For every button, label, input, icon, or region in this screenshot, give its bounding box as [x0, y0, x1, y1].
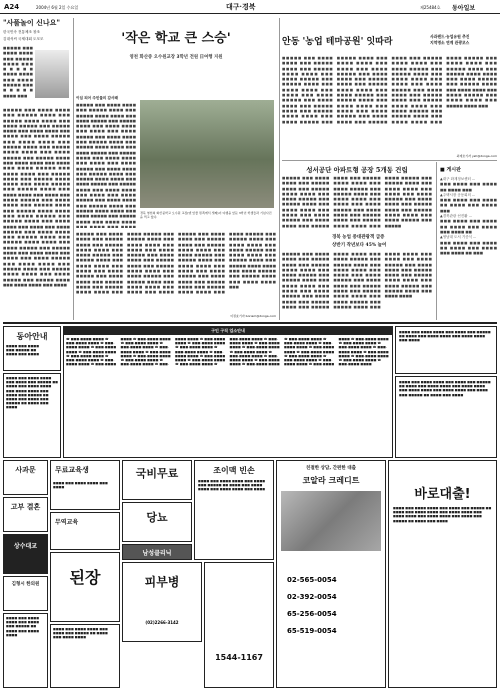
men-ad	[194, 460, 274, 560]
loan-ad	[388, 460, 497, 688]
ad-text: ■■■■ ■■■ ■■■■ ■■■■ ■■■ ■■■■ ■■■ ■■■■■ ■■ ■■■■ ■■■ ■■■■ ■■■■ ■■■ ■■■■ ■■■■ ■■■ ■■■■	[399, 330, 491, 343]
notice-icon: ■	[440, 167, 447, 173]
left-title: "사풀놀이 신나요"	[3, 18, 61, 27]
right-article	[282, 18, 497, 158]
thanks-ad	[3, 460, 48, 495]
left-column	[3, 18, 70, 320]
education-ad	[50, 460, 120, 510]
right-subtitle-2: 지역명소 연계 관광코스	[430, 40, 470, 45]
skin-ad-title: 피부병	[144, 575, 180, 589]
right-ad-1	[395, 326, 497, 374]
credit-phone-4: 65-519-0054	[287, 627, 337, 635]
thanks-ad-title: 사과문	[15, 466, 36, 474]
phone-number-ad-title: 1544-1167	[215, 653, 263, 662]
right-ad-2	[395, 376, 497, 458]
paper-name: 동아일보	[452, 5, 476, 12]
right-subtitle-1: 사과랜드·농업유원 추진	[430, 34, 470, 39]
notice-body: ■■■ ■■■■ ■■■ ■■■■ ■■ ■■■■ ■■■ ■■■■ ■■■ ■■■■ ■■	[440, 219, 497, 234]
skin-phone: (02)2266-3142	[145, 620, 179, 625]
right-body: ■■■■■ ■■■ ■■■■ ■■■■ ■■■ ■■■■■ ■■■■ ■■■ ■■■■■ ■■■■ ■■■■ ■■■ ■■■■ ■■■■■ ■■■ ■■■■■ ■■■■ ■■■ ■■■■ ■■■■ ■■■ ■■■■ ■■■ ■■■■ ■■■■■ ■■■ ■■■■ ■■■■ ■■■ ■■■■■ ■■■■ ■■■ ■■■■■ ■■■■ ■■■■ ■■■ ■■■■ ■■■■■ ■■■ ■■■■■ ■■■■ ■■■ ■■■■ ■■■■ ■■■ ■■■■ ■■■ ■■■■ ■■■■■ ■■■ ■■■■ ■■■■ ■■■ ■■■■■ ■■■■ ■■■ ■■■■■ ■■■■ ■■■■ ■■■ ■■■■ ■■■■■ ■■■ ■■■■■ ■■■■ ■■■ ■■■■ ■■■■ ■■■ ■■■■ ■■■ ■■■■ ■■■■■ ■■■ ■■■■ ■■■■ ■■■ ■■■■■ ■■■■ ■■■ ■■■■■ ■■■■ ■■■■ ■■■ ■■■■ ■■■■■ ■■■ ■■■■■ ■■■■ ■■■ ■■■■ ■■■■ ■■■ ■■■■ ■■■ ■■■■ ■■■■■ ■■■ ■■■■ ■■■■ ■■■ ■■■■■ ■■■■ ■■■ ■■■■■ ■■■■ ■■■■ ■■■ ■■■■ ■■■■■ ■■■ ■■■■■ ■■■■ ■■■ ■■■■ ■■■■ ■■■ ■■■■ ■■■■■ ■■■ ■■■■ ■■■■ ■■■ ■■■■■ ■■■■ ■■■ ■■■■■ ■■■■ ■■■■ ■■■ ■■■■ ■■■■■ ■■■ ■■■■■ ■■■■ ■■■ ■■■■ ■■■■ ■■■ ■■■■ ■■■■■ ■■■ ■■■■ ■■■■ ■■■ ■■■■■ ■■■■ ■■■	[282, 56, 497, 124]
notice-board	[436, 162, 497, 320]
gukbi-ad	[122, 460, 192, 500]
trade-ad-title: 무역교육	[55, 519, 79, 526]
namseong-ad	[122, 544, 192, 560]
page-header	[0, 0, 500, 14]
ad-text: ■■■■ ■■■ ■■■■ ■■■■ ■■■ ■■■■	[53, 481, 108, 490]
sign-ad	[50, 552, 120, 622]
notice-body: ■■■ ■■■■ ■■■ ■■■■ ■■ ■■■■ ■■■ ■■■■ ■■■	[440, 198, 497, 213]
mid-body-2: ■■■■■ ■■■ ■■■■ ■■■■ ■■■ ■■■■■ ■■■■ ■■■ ■■■■■ ■■■■ ■■■■ ■■■ ■■■■ ■■■■■ ■■■ ■■■■■ ■■■■ ■■■ ■■■■ ■■■■ ■■■ ■■■■ ■■■ ■■■■ ■■■■■ ■■■ ■■■■ ■■■■ ■■■ ■■■■■ ■■■■ ■■■ ■■■■■ ■■■■ ■■■■ ■■■ ■■■■ ■■■■■ ■■■ ■■■■■ ■■■■ ■■■ ■■■■ ■■■■ ■■■ ■■■■ ■■■ ■■■■ ■■■■■ ■■■ ■■■■ ■■■■ ■■■ ■■■■■ ■■■■ ■■■ ■■■■■ ■■■■ ■■■■ ■■■ ■■■■ ■■■■■ ■■■ ■■■■■ ■■■■ ■■■ ■■■■ ■■■■ ■■■ ■■■■ ■■■ ■■■■ ■■■■■ ■■■ ■■■■ ■■■■ ■■■ ■■■■■ ■■■■ ■■■ ■■■■■ ■■■■ ■■■■ ■■■ ■■■■ ■■■■■ ■■■ ■■■■■ ■■■■ ■■■ ■■■■ ■■■■	[282, 252, 432, 309]
namseong-ad-title: 남성클리닉	[142, 550, 172, 557]
bottom-left-ad	[3, 613, 48, 688]
kim-ad	[3, 576, 48, 611]
kim-ad-title: 김형시 한의원	[11, 582, 40, 587]
main-article	[76, 18, 276, 320]
left-sub1: 한국민속 전통체조 창조	[3, 30, 40, 34]
notice-item: ▲주택시장 공동회의 ...	[440, 192, 476, 197]
left-body-2: ■■■■■ ■■■ ■■■■ ■■■■ ■■■ ■■■■■ ■■■■ ■■■ ■■■■■ ■■■■ ■■■■ ■■■ ■■■■ ■■■■■ ■■■ ■■■■■ ■■■■ ■■■ ■■■■ ■■■■ ■■■ ■■■■ ■■■ ■■■■ ■■■■■ ■■■ ■■■■ ■■■■ ■■■ ■■■■■ ■■■■ ■■■ ■■■■■ ■■■■ ■■■■ ■■■ ■■■■ ■■■■■ ■■■ ■■■■■ ■■■■ ■■■ ■■■■ ■■■■ ■■■ ■■■■ ■■■ ■■■■ ■■■■■ ■■■ ■■■■ ■■■■ ■■■ ■■■■■ ■■■■ ■■■ ■■■■■ ■■■■ ■■■■ ■■■ ■■■■ ■■■■■ ■■■ ■■■■■ ■■■■ ■■■ ■■■■ ■■■■ ■■■ ■■■■ ■■■ ■■■■ ■■■■■ ■■■ ■■■■ ■■■■ ■■■ ■■■■■ ■■■■ ■■■ ■■■■■ ■■■■ ■■■■ ■■■ ■■■■ ■■■■■ ■■■ ■■■■■ ■■■■ ■■■ ■■■■ ■■■■ ■■■ ■■■■ ■■■ ■■■■ ■■■■■ ■■■ ■■■■ ■■■■ ■■■ ■■■■■ ■■■■ ■■■ ■■■■■ ■■■■ ■■■■ ■■■ ■■■■ ■■■■■ ■■■ ■■■■■ ■■■■ ■■■ ■■■■ ■■■■ ■■■ ■■■■ ■■■ ■■■■ ■■■■■ ■■■ ■■■■ ■■■■ ■■■ ■■■■■ ■■■■ ■■■ ■■■■■ ■■■■ ■■■■ ■■■ ■■■■ ■■■■■ ■■■ ■■■■■ ■■■■ ■■■ ■■■■ ■■■■ ■■■ ■■■■	[3, 108, 70, 287]
black-ad	[3, 534, 48, 574]
ad-text: ■■■■ ■■■ ■■■■ ■■■■ ■■■ ■■■■ ■■■ ■■■■■ ■■ ■■■■ ■■■ ■■■■ ■■■■ ■■■ ■■■■ ■■■■ ■■■ ■■■■ ■■■■ ■■■ ■■■■ ■■■■ ■■■ ■■■■ ■■■ ■■■■■ ■■ ■■■■ ■■■ ■■■■	[393, 506, 492, 523]
bottom-ad-2	[50, 624, 120, 688]
skin-ad	[122, 562, 202, 642]
ad-text: ■■■■ ■■■ ■■■■ ■■■■ ■■■ ■■■■ ■■■ ■■■■■ ■■ ■■■■ ■■■ ■■■■ ■■■■	[6, 616, 40, 637]
col-divider	[279, 18, 280, 320]
notice-title: ■ 게시판	[440, 167, 461, 173]
mid-title: 성서공단 아파트형 공장 5개동 건립	[306, 166, 408, 174]
ad-text: ■■■■ ■■■ ■■■■ ■■■■ ■■■ ■■■■ ■■■ ■■■■■ ■■ ■■■■ ■■■ ■■■■ ■■■■	[53, 627, 108, 640]
notice-item: ▲경북관광 선진활 ...	[440, 214, 472, 219]
main-body-left: ■■■■■ ■■■ ■■■■ ■■■■ ■■■ ■■■■■ ■■■■ ■■■ ■■■■■ ■■■■ ■■■■ ■■■ ■■■■ ■■■■■ ■■■ ■■■■■ ■■■■ ■■■ ■■■■ ■■■■ ■■■ ■■■■ ■■■ ■■■■ ■■■■■ ■■■ ■■■■ ■■■■ ■■■ ■■■■■ ■■■■ ■■■ ■■■■■ ■■■■ ■■■■ ■■■ ■■■■ ■■■■■ ■■■ ■■■■■ ■■■■ ■■■ ■■■■ ■■■■ ■■■ ■■■■ ■■■ ■■■■ ■■■■■ ■■■ ■■■■ ■■■■ ■■■ ■■■■■ ■■■■ ■■■ ■■■■■ ■■■■ ■■■■ ■■■ ■■■■ ■■■■■ ■■■ ■■■■■ ■■■■ ■■■ ■■■■ ■■■■ ■■■ ■■■■ ■■■ ■■■■ ■■■■■ ■■■ ■■■■ ■■■■ ■■■ ■■■■■ ■■■■ ■■■ ■■■■■ ■■■■ ■■■■ ■■■ ■■■■ ■■■■■ ■■■ ■■■■■ ■■■■ ■■■ ■■■■ ■■■■ ■■■ ■■■■ ■■■ ■■■■	[76, 103, 136, 228]
credit-ad	[276, 460, 386, 688]
right-byline: 최재호기자 ysh@donga.com	[456, 154, 497, 158]
section-title: 대구·경북	[226, 2, 256, 11]
phone-number-ad	[204, 562, 274, 688]
page-number: A24	[4, 3, 20, 11]
mid-sub1: 경북 농업 중대관광객 급증	[332, 235, 385, 240]
credit-title: 코알라 크레디트	[302, 476, 360, 485]
left-sub2: 김대석씨 국제대회 도모모	[3, 37, 44, 41]
classified-grid	[63, 326, 393, 458]
marriage-ad	[3, 497, 48, 532]
classified-box	[3, 373, 61, 458]
main-body-bottom: ■■■■■ ■■■ ■■■■ ■■■■ ■■■ ■■■■■ ■■■■ ■■■ ■■■■■ ■■■■ ■■■■ ■■■ ■■■■ ■■■■■ ■■■ ■■■■■ ■■■■ ■■■ ■■■■ ■■■■ ■■■ ■■■■ ■■■ ■■■■ ■■■■■ ■■■ ■■■■ ■■■■ ■■■ ■■■■■ ■■■■ ■■■ ■■■■■ ■■■■ ■■■■ ■■■ ■■■■ ■■■■■ ■■■ ■■■■■ ■■■■ ■■■ ■■■■ ■■■■ ■■■ ■■■■ ■■■ ■■■■ ■■■■■ ■■■ ■■■■ ■■■■ ■■■ ■■■■■ ■■■■ ■■■ ■■■■■ ■■■■ ■■■■ ■■■ ■■■■ ■■■■■ ■■■ ■■■■■ ■■■■ ■■■ ■■■■ ■■■■ ■■■ ■■■■ ■■■ ■■■■ ■■■■■ ■■■ ■■■■ ■■■■ ■■■ ■■■■■ ■■■■ ■■■ ■■■■■ ■■■■ ■■■■ ■■■ ■■■■ ■■■■■ ■■■ ■■■■■ ■■■■ ■■■ ■■■■ ■■■■ ■■■ ■■■■ ■■■ ■■■■ ■■■■■ ■■■ ■■■■ ■■■■ ■■■ ■■■■■ ■■■■ ■■■ ■■■■■ ■■■■ ■■■■ ■■■ ■■■■ ■■■■■ ■■■ ■■■■■ ■■■■ ■■■ ■■■■ ■■■■ ■■■ ■■■■ ■■■■■ ■■■ ■■■■ ■■■■ ■■■ ■■■■■ ■■■■ ■■■ ■■■■■ ■■■■ ■■■■ ■■■ ■■■■ ■■■■■ ■■■ ■■■■■ ■■■■ ■■■ ■■■■ ■■■■ ■■■	[76, 232, 276, 295]
education-ad-title: 무료교육생	[55, 466, 89, 474]
issue-number: 제25484호	[420, 5, 441, 10]
credit-photo	[281, 491, 381, 551]
credit-phone-2: 02-392-0054	[287, 593, 337, 601]
main-left-caption: 이임 되어 주민들의 감사패	[76, 96, 118, 100]
men-ad-title: 조이맥 빈손	[213, 466, 255, 475]
ad-text: ■■■■ ■■■ ■■■■ ■■■ ■■■■■ ■■ ■■■■ ■■■ ■■■■	[6, 344, 40, 357]
row-divider	[282, 160, 497, 161]
ad-text: ■■■■ ■■■ ■■■■ ■■■■ ■■■ ■■■■ ■■■ ■■■■■ ■■ ■■■■ ■■■ ■■■■ ■■■■ ■■■ ■■■■ ■■■■ ■■■ ■■■■ ■■■■ ■■■ ■■■■ ■■■■ ■■■ ■■■■ ■■■ ■■■■■ ■■ ■■■■ ■■■ ■■■■	[399, 380, 491, 397]
portrait-photo	[35, 50, 69, 98]
gukbi-ad-title: 국비무료	[135, 467, 179, 480]
main-title: '작은 학교 큰 스승'	[121, 31, 231, 46]
grid-banner: 구인 구직 업소안내	[64, 327, 392, 335]
mid-sub2: 상반기 작년보다 45% 늘어	[332, 243, 387, 248]
dangyo-ad	[122, 502, 192, 542]
notice-body: ■■■ ■■■■ ■■■ ■■■■ ■■ ■■■■ ■■■	[440, 182, 497, 192]
ad-text: ■■■■ ■■■ ■■■■ ■■■■ ■■■ ■■■■ ■■■ ■■■■■ ■■ ■■■■ ■■■ ■■■■ ■■■■ ■■■ ■■■■ ■■■■ ■■■ ■■■■ ■■■ ■■■■■ ■■ ■■■■ ■■■ ■■■■ ■■■ ■■■■■ ■■ ■■■■ ■■■ ■■■■	[6, 376, 59, 410]
dangyo-ad-title: 당뇨	[146, 511, 168, 524]
main-subtitle: 영천 화산중 오수원교장 3학년 전원 日여행 지원	[129, 55, 223, 60]
trade-ad	[50, 512, 120, 550]
notice-body: ■■■ ■■■■ ■■■ ■■■■ ■■ ■■■■ ■■■ ■■■■ ■■■ ■■■■ ■■ ■■■	[440, 240, 497, 256]
notice-item: ▲영남대 도서 기증식 ...	[440, 235, 477, 240]
mid-body: ■■■■■ ■■■ ■■■■ ■■■■ ■■■ ■■■■■ ■■■■ ■■■ ■■■■■ ■■■■ ■■■■ ■■■ ■■■■ ■■■■■ ■■■ ■■■■■ ■■■■ ■■■ ■■■■ ■■■■ ■■■ ■■■■ ■■■ ■■■■ ■■■■■ ■■■ ■■■■ ■■■■ ■■■ ■■■■■ ■■■■ ■■■ ■■■■■ ■■■■ ■■■■ ■■■ ■■■■ ■■■■■ ■■■ ■■■■■ ■■■■ ■■■ ■■■■ ■■■■ ■■■ ■■■■ ■■■ ■■■■ ■■■■■ ■■■ ■■■■ ■■■■ ■■■ ■■■■■ ■■■■ ■■■ ■■■■■ ■■■■ ■■■■ ■■■ ■■■■ ■■■■■ ■■■ ■■■■■ ■■■■ ■■■ ■■■■ ■■■■ ■■■ ■■■■ ■■■ ■■■■ ■■■■■ ■■■ ■■■■ ■■■■ ■■■ ■■■■■ ■■■■ ■■■ ■■■■■ ■■■■ ■■■■ ■■■ ■■■■ ■■■■■ ■■■ ■■■■■	[282, 176, 432, 228]
loan-title: 바로대출!	[414, 487, 471, 502]
credit-phone-3: 65-256-0054	[287, 610, 337, 618]
main-byline: 이권효기자 boriam@donga.com	[230, 314, 276, 318]
notice-item: ▲대구 화재정보센터 ...	[440, 177, 476, 181]
ads-divider	[3, 322, 497, 324]
issue-date: 2004년 6월 2일 수요일	[36, 5, 79, 10]
black-ad-title: 상수대교	[13, 543, 38, 550]
credit-phone-1: 02-565-0054	[287, 576, 337, 584]
col-divider	[73, 18, 74, 320]
main-photo-caption: 경북 영천의 화산중학교 오수원 교장(맨 앞줄 왼쪽에서 셋째)이 여행을 앞둔 3학년 학생들과 기념사진을 찍고 있다.	[140, 211, 272, 220]
marriage-ad-title: 고부 결혼	[10, 503, 41, 511]
sign-ad-title: 된장	[69, 568, 101, 587]
mid-article	[282, 162, 432, 320]
left-body: ■■■■■ ■■■ ■■■■ ■■■■ ■■■ ■■■■■ ■■■■ ■■■ ■■■■■ ■■■■ ■■■■ ■■■ ■■■■ ■■■■■ ■■■ ■■■■■ ■■■■ ■■■	[3, 46, 33, 98]
ad-text: ■■■■ ■■■ ■■■■ ■■■■ ■■■ ■■■■ ■■■ ■■■■■ ■■ ■■■■ ■■■ ■■■■ ■■■■ ■■■ ■■■■ ■■■■ ■■■ ■■■■	[198, 479, 266, 492]
right-title: 안동 '농업 테마공원' 잇따라	[282, 37, 393, 47]
credit-sub: 친절한 상담, 간편한 대출	[306, 466, 356, 471]
donga-ad-box	[3, 326, 61, 371]
students-photo	[140, 100, 274, 208]
donga-ad-title: 동아안내	[16, 332, 48, 341]
grid-body: ☎ ■■■-■■■■ ■■■■ ☎ ■■■-■■■■ ■■■■ ☎ ■■■-■■■■ ■■■■ ☎ ■■■-■■■■ ■■■■ ☎ ■■■-■■■■ ■■■■ ☎ ■■■-■■■■ ■■■■ ☎ ■■■-■■■■ ■■■■ ☎ ■■■-■■■■ ■■■■ ☎ ■■■-■■■■ ■■■■ ☎ ■■■-■■■■ ■■■■ ☎ ■■■-■■■■ ■■■■ ☎ ■■■-■■■■ ■■■■ ☎ ■■■-■■■■ ■■■■ ☎ ■■■-■■■■ ■■■■ ☎ ■■■-■■■■ ■■■■ ☎ ■■■-■■■■ ■■■■ ☎ ■■■-■■■■ ■■■■ ☎ ■■■-■■■■ ■■■■ ☎ ■■■-■■■■ ■■■■ ☎ ■■■-■■■■ ■■■■ ☎ ■■■-■■■■ ■■■■ ☎ ■■■-■■■■ ■■■■ ☎ ■■■-■■■■ ■■■■ ☎ ■■■-■■■■ ■■■■ ☎ ■■■-■■■■ ■■■■ ☎ ■■■-■■■■ ■■■■ ☎ ■■■-■■■■ ■■■■ ☎ ■■■-■■■■ ■■■■ ☎ ■■■-■■■■ ■■■■ ☎ ■■■-■■■■ ■■■■ ☎ ■■■-■■■■ ■■■■ ☎ ■■■-■■■■ ■■■■ ☎ ■■■-■■■■ ■■■■ ☎ ■■■-■■■■ ■■■■ ☎ ■■■-■■■■ ■■■■ ☎ ■■■-■■■■ ■■■■ ☎ ■■■-■■■■ ■■■■ ☎ ■■■-■■■■ ■■■■ ☎ ■■■-■■■■ ■■■■ ☎ ■■■-■■■■ ■■■■ ☎ ■■■-■■■■ ■■■■ ☎ ■■■-■■■■ ■■■■ ☎ ■■■-■■■■ ■■■■ ☎ ■■■-■■■■ ■■■■ ☎ ■■■-■■■■ ■■■■ ☎ ■■■-■■■■ ■■■■ ☎ ■■■-■■■■ ■■■■ ☎ ■■■-■■■■ ■■■■ ☎ ■■■-■■■■ ■■■■ ☎ ■■■-■■■■ ■■■■ ☎ ■■■-■■■■ ■■■■ ☎ ■■■-■■■■ ■■■■	[66, 337, 389, 367]
